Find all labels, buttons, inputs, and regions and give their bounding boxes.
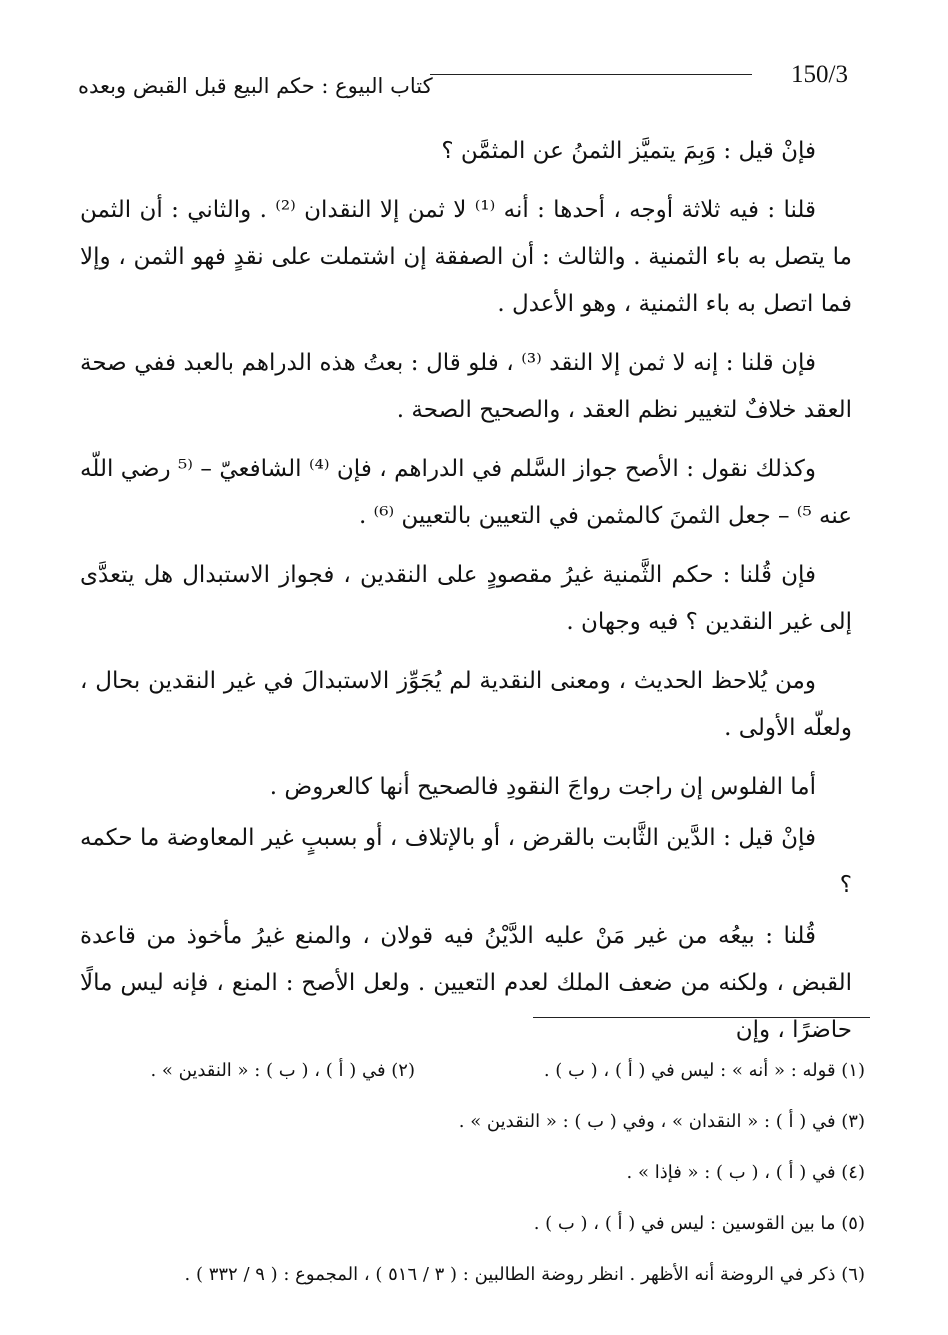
footnote: (٣) في ( أ ) : « النقدان » ، وفي ( ب ) : « النقدين » . [458, 1111, 865, 1132]
page-number: 150/3 [791, 61, 848, 88]
footnote: (١) قوله : « أنه » : ليس في ( أ ) ، ( ب ) . [543, 1060, 865, 1081]
footnote-line [95, 1147, 865, 1198]
footnote-line [95, 1198, 865, 1249]
running-head [78, 58, 848, 98]
header-rule [430, 74, 752, 75]
paragraph: ومن يُلاحظ الحديث ، ومعنى النقدية لم يُجَوِّز الاستبدالَ في غير النقدين بحال ، ولعلّه الأولى . [80, 668, 852, 741]
footnote-separator [533, 1017, 870, 1018]
paragraph: فإن قلنا : إنه لا ثمن إلا النقد ⁽³⁾ ، فلو قال : بعتُ هذه الدراهم بالعبد ففي صحة العقد خلافٌ لتغيير نظم العقد ، والصحيح الصحة . [80, 350, 852, 423]
footnote-line [95, 1096, 865, 1147]
paragraph: فإنْ قيل : وَبِمَ يتميَّز الثمنُ عن المثمَّن ؟ [441, 138, 816, 164]
main-text [80, 128, 852, 1066]
paragraph: قلنا : فيه ثلاثة أوجه ، أحدها : أنه ⁽¹⁾ لا ثمن إلا النقدان ⁽²⁾ . والثاني : أن الثمن ما يتصل به باء الثمنية . والثالث : أن الصفقة إن اشتملت على نقدٍ فهو الثمن ، وإلا فما اتصل به باء الثمنية ، وهو الأعدل . [80, 197, 853, 317]
paragraph: قُلنا : بيعُه من غير مَنْ عليه الدَّيْنُ فيه قولان ، والمنع غيرُ مأخوذ من قاعدة القبض ، ولكنه من ضعف الملك لعدم التعيين . ولعل الأصح : المنع ، فإنه ليس مالًا حاضرًا ، وإن [80, 923, 852, 1043]
paragraph: وكذلك نقول : الأصح جواز السَّلم في الدراهم ، فإن ⁽⁴⁾ الشافعيّ – ⁽⁵ رضي اللّه عنه ⁵⁾ – جعل الثمنَ كالمثمن في التعيين بالتعيين ⁽⁶⁾ . [80, 456, 852, 529]
footnote-line [95, 1045, 865, 1096]
footnote-line [95, 1249, 865, 1300]
footnotes [95, 1045, 865, 1300]
footnote: (٥) ما بين القوسين : ليس في ( أ ) ، ( ب ) . [533, 1213, 865, 1234]
paragraph: فإن قُلنا : حكم الثَّمنية غيرُ مقصودٍ على النقدين ، فجواز الاستبدال هل يتعدَّى إلى غير النقدين ؟ فيه وجهان . [80, 562, 852, 635]
footnote: (٢) في ( أ ) ، ( ب ) : « النقدين » . [150, 1060, 415, 1081]
footnote: (٤) في ( أ ) ، ( ب ) : « فإذا » . [626, 1162, 865, 1183]
footnote: (٦) ذكر في الروضة أنه الأظهر . انظر روضة الطالبين : ( ٣ / ٥١٦ ) ، المجموع : ( ٩ / ٣٣٢ ) . [184, 1264, 865, 1285]
chapter-title: كتاب البيوع : حكم البيع قبل القبض وبعده [78, 74, 433, 98]
paragraph: فإنْ قيل : الدَّين الثَّابت بالقرض ، أو بالإتلاف ، أو بسببٍ غير المعاوضة ما حكمه ؟ [80, 825, 852, 898]
paragraph: أما الفلوس إن راجت رواجَ النقودِ فالصحيح أنها كالعروض . [269, 774, 816, 800]
